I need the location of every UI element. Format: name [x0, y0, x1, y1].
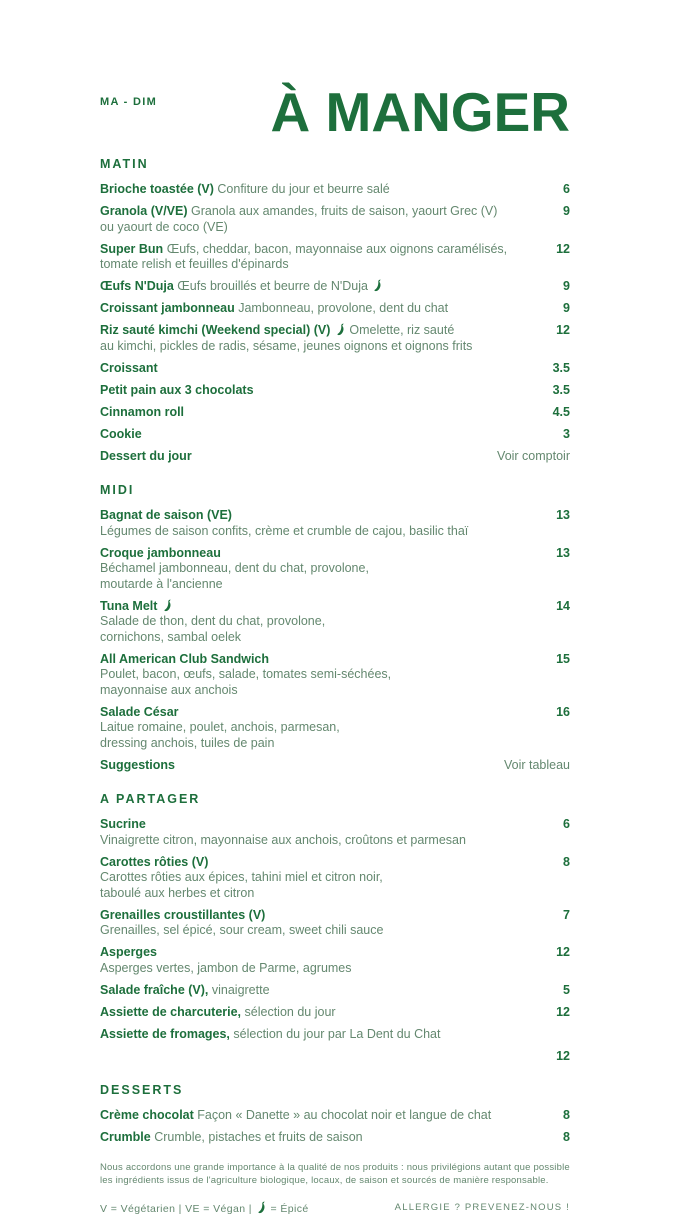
chili-pepper-icon [335, 323, 345, 336]
menu-item [100, 945, 570, 976]
menu-item [100, 1130, 570, 1146]
item-line [100, 817, 520, 833]
item-line [100, 945, 520, 961]
item-line [100, 405, 520, 421]
menu-item [100, 599, 570, 646]
menu-item [100, 323, 570, 354]
item-line [100, 855, 520, 871]
item-price: 12 [556, 241, 570, 256]
item-price: 5 [563, 982, 570, 997]
item-text [100, 908, 534, 939]
allergy-note: ALLERGIE ? PREVENEZ-NOUS ! [394, 1202, 570, 1214]
item-description-inline: sélection du jour par La Dent du Chat [233, 1026, 441, 1041]
item-description: Poulet, bacon, œufs, salade, tomates semi-séchées, [100, 667, 392, 682]
item-description-inline [161, 599, 173, 613]
item-line [100, 758, 490, 774]
item-price: 8 [563, 1130, 570, 1145]
item-name: Cookie [100, 426, 142, 441]
section-title: A PARTAGER [100, 792, 201, 807]
item-text [100, 279, 534, 295]
item-text [100, 405, 534, 421]
menu-item [100, 652, 570, 699]
item-text [100, 817, 534, 848]
item-line [100, 383, 520, 399]
item-price: 6 [563, 817, 570, 832]
item-price: 4.5 [552, 404, 570, 419]
item-text [100, 599, 534, 646]
item-text [100, 427, 534, 443]
item-name: Dessert du jour [100, 448, 192, 463]
item-description-inline: vinaigrette [211, 982, 270, 997]
menu-section [100, 792, 570, 1064]
item-description-inline: sélection du jour [244, 1004, 336, 1019]
menu-item [100, 1108, 570, 1124]
item-text [100, 705, 534, 752]
menu-item [100, 855, 570, 902]
item-description: au kimchi, pickles de radis, sésame, jeunes oignons et oignons frits [100, 338, 473, 353]
item-description: tomate relish et feuilles d'épinards [100, 257, 289, 272]
item-line [100, 652, 520, 668]
item-line [100, 323, 520, 339]
item-name: All American Club Sandwich [100, 651, 270, 666]
menu-item [100, 983, 570, 999]
item-price: 14 [556, 598, 570, 613]
item-line [100, 546, 520, 562]
item-price: 8 [563, 1108, 570, 1123]
item-description-inline: Œufs, cheddar, bacon, mayonnaise aux oignons caramélisés, [166, 241, 508, 256]
item-note: Voir comptoir [497, 448, 570, 463]
quality-note: Nous accordons une grande importance à la qualité de nos produits : nous privilégions autant que possible les ingrédients issus de l'agriculture biologique, locaux, de saison et sourcés de manière responsable. [100, 1161, 570, 1187]
item-name: Bagnat de saison (VE) [100, 508, 232, 523]
item-text [100, 323, 534, 354]
item-description: Carottes rôties aux épices, tahini miel et citron noir, [100, 870, 383, 885]
menu-item [100, 449, 570, 465]
item-line [100, 1108, 520, 1124]
item-description-inline: Œufs brouillés et beurre de N'Duja [177, 279, 383, 293]
item-description: Légumes de saison confits, crème et crumble de cajou, basilic thaï [100, 523, 469, 538]
menu-section [100, 1083, 570, 1146]
item-price: 13 [556, 508, 570, 523]
item-price: 3.5 [552, 382, 570, 397]
item-text [100, 182, 534, 198]
item-description: Salade de thon, dent du chat, provolone, [100, 614, 326, 629]
item-text [100, 1130, 534, 1146]
item-text [100, 383, 534, 399]
item-description: Laitue romaine, poulet, anchois, parmesan, [100, 720, 340, 735]
item-text [100, 855, 534, 902]
item-name: Salade fraîche (V), [100, 982, 209, 997]
item-name: Croissant jambonneau [100, 301, 235, 316]
item-name: Super Bun [100, 241, 164, 256]
item-name: Riz sauté kimchi (Weekend special) (V) [100, 323, 331, 338]
item-price: 16 [556, 704, 570, 719]
item-name: Assiette de charcuterie, [100, 1004, 242, 1019]
menu-header [100, 81, 570, 143]
menu-item [100, 546, 570, 593]
menu-item [100, 1005, 570, 1021]
diet-legend: V = Végétarien | VE = Végan | = Épicé [100, 1202, 309, 1215]
item-text [100, 945, 534, 976]
menu-item [100, 242, 570, 273]
item-description-inline: Granola aux amandes, fruits de saison, yaourt Grec (V) [191, 204, 498, 219]
opening-days: MA - DIM [100, 96, 158, 108]
item-text [100, 546, 534, 593]
menu-section [100, 483, 570, 773]
item-description: cornichons, sambal oelek [100, 629, 242, 644]
item-name: Crème chocolat [100, 1108, 194, 1123]
item-description-inline: Confiture du jour et beurre salé [217, 182, 390, 197]
item-price: 12 [556, 1004, 570, 1019]
item-description: ou yaourt de coco (VE) [100, 219, 228, 234]
item-name: Granola (V/VE) [100, 204, 188, 219]
item-price: 7 [563, 907, 570, 922]
item-price: 12 [556, 1048, 570, 1063]
legend-row [100, 1201, 570, 1215]
item-description-inline: Omelette, riz sauté [334, 323, 454, 337]
menu-item [100, 383, 570, 399]
item-price: 3 [563, 426, 570, 441]
item-name: Crumble [100, 1130, 151, 1145]
item-description: Grenailles, sel épicé, sour cream, sweet chili sauce [100, 923, 384, 938]
item-description: mayonnaise aux anchois [100, 682, 238, 697]
item-price: 6 [563, 182, 570, 197]
item-line [100, 182, 520, 198]
item-name: Suggestions [100, 757, 176, 772]
item-text [100, 983, 534, 999]
menu-item [100, 758, 570, 774]
menu-item [100, 361, 570, 377]
menu-item [100, 301, 570, 317]
item-line [100, 983, 520, 999]
item-description: Vinaigrette citron, mayonnaise aux anchois, croûtons et parmesan [100, 832, 466, 847]
item-line [100, 242, 520, 258]
item-price: 15 [556, 651, 570, 666]
menu-item [100, 908, 570, 939]
menu-item [100, 705, 570, 752]
item-note: Voir tableau [503, 757, 570, 772]
item-text [100, 204, 534, 235]
item-text [100, 508, 534, 539]
menu-item [100, 427, 570, 443]
item-name: Brioche toastée (V) [100, 182, 214, 197]
item-price: 9 [563, 301, 570, 316]
item-name: Salade César [100, 704, 179, 719]
item-line [100, 204, 520, 220]
item-line [100, 427, 520, 443]
item-description: moutarde à l'ancienne [100, 576, 223, 591]
item-name: Cinnamon roll [100, 404, 185, 419]
item-description: Béchamel jambonneau, dent du chat, provolone, [100, 561, 369, 576]
item-price: 12 [556, 323, 570, 338]
item-line [100, 449, 483, 465]
item-name: Œufs N'Duja [100, 279, 174, 294]
item-text [100, 361, 534, 377]
item-price: 9 [563, 204, 570, 219]
item-name: Croque jambonneau [100, 545, 221, 560]
item-name: Petit pain aux 3 chocolats [100, 382, 254, 397]
item-name: Croissant [100, 360, 158, 375]
item-text [100, 758, 504, 774]
menu-item [100, 182, 570, 198]
section-title: MATIN [100, 157, 149, 172]
item-text [100, 242, 534, 273]
chili-pepper-icon [372, 279, 382, 292]
item-line [100, 705, 520, 721]
item-line [100, 599, 520, 615]
menu-item [100, 204, 570, 235]
item-text [100, 1027, 534, 1043]
item-description: dressing anchois, tuiles de pain [100, 735, 275, 750]
item-line [100, 301, 520, 317]
section-title: DESSERTS [100, 1083, 184, 1098]
item-description-inline: Façon « Danette » au chocolat noir et langue de chat [197, 1108, 492, 1123]
item-price: 3.5 [552, 360, 570, 375]
item-text [100, 449, 497, 465]
item-price: 13 [556, 545, 570, 560]
item-name: Carottes rôties (V) [100, 854, 209, 869]
item-line [100, 508, 520, 524]
menu-item [100, 405, 570, 421]
item-text [100, 652, 534, 699]
menu-section [100, 157, 570, 464]
item-line [100, 361, 520, 377]
item-text [100, 301, 534, 317]
item-description-inline: Crumble, pistaches et fruits de saison [154, 1130, 363, 1145]
menu-footer [100, 1161, 570, 1215]
menu-item [100, 817, 570, 848]
item-line [100, 279, 520, 295]
item-name: Assiette de fromages, [100, 1026, 230, 1041]
item-price: 12 [556, 945, 570, 960]
item-text [100, 1005, 534, 1021]
item-description: Asperges vertes, jambon de Parme, agrumes [100, 960, 352, 975]
item-name: Sucrine [100, 817, 146, 832]
chili-pepper-icon [256, 1201, 266, 1214]
section-title: MIDI [100, 483, 135, 498]
chili-pepper-icon [162, 599, 172, 612]
menu-sections [100, 157, 570, 1146]
item-line [100, 1027, 520, 1043]
item-price: 9 [563, 279, 570, 294]
item-line [100, 908, 520, 924]
item-price: 8 [563, 854, 570, 869]
item-name: Tuna Melt [100, 598, 158, 613]
item-text [100, 1108, 534, 1124]
item-line [100, 1005, 520, 1021]
item-description-inline: Jambonneau, provolone, dent du chat [238, 301, 449, 316]
menu-item [100, 508, 570, 539]
item-description: taboulé aux herbes et citron [100, 885, 255, 900]
menu-item [100, 1049, 570, 1065]
menu-item [100, 279, 570, 295]
item-line [100, 1130, 520, 1146]
item-name: Grenailles croustillantes (V) [100, 907, 266, 922]
menu-item [100, 1027, 570, 1043]
item-name: Asperges [100, 945, 157, 960]
page-title: À MANGER [270, 81, 570, 143]
